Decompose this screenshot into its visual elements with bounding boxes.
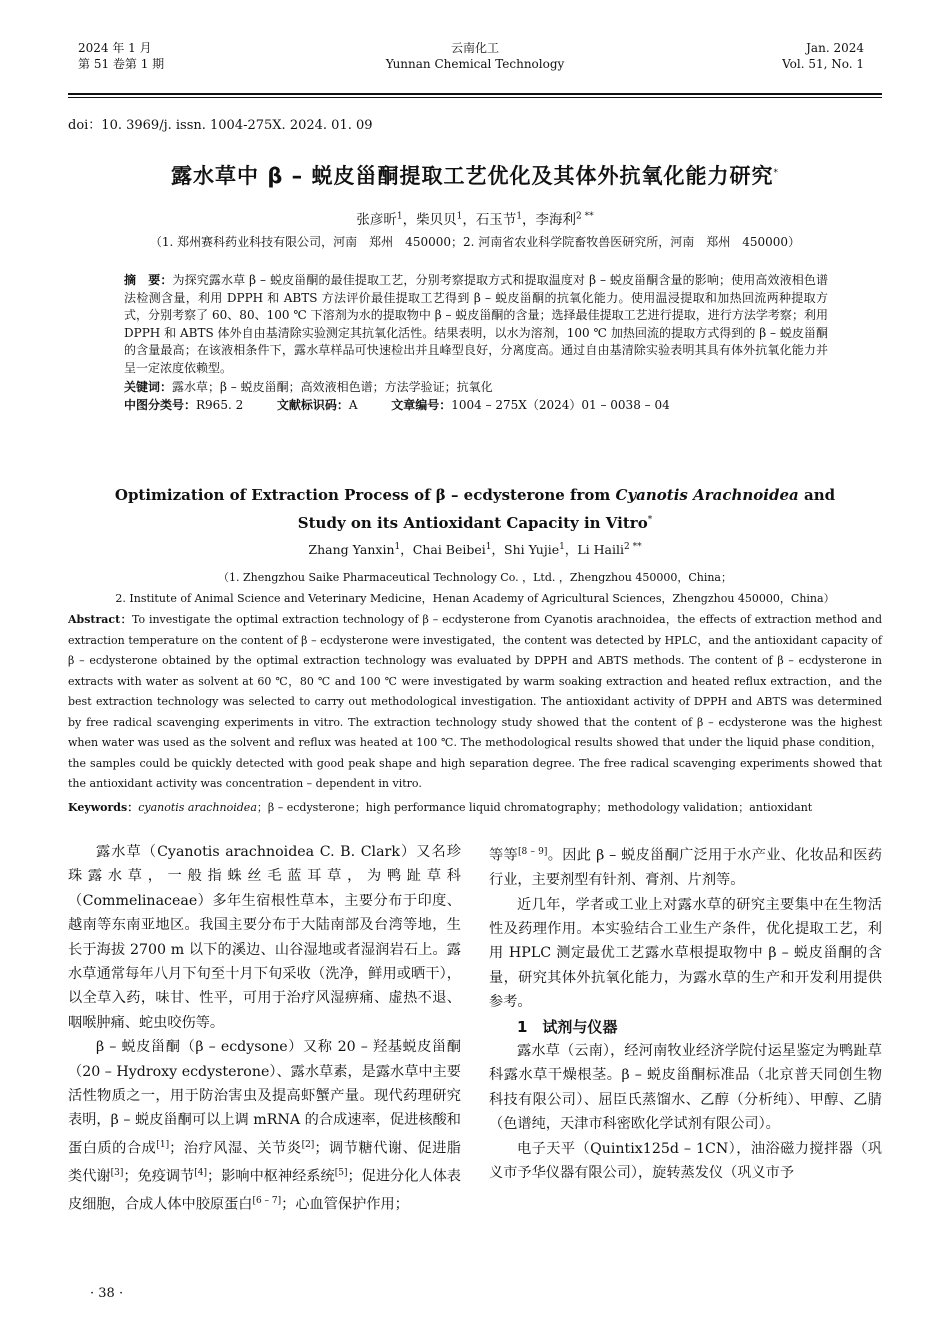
- text-run: ；影响中枢神经系统: [207, 1168, 335, 1185]
- doi: doi：10. 3969/j. issn. 1004-275X. 2024. 01. 09: [68, 118, 373, 133]
- authors-en: [0, 540, 950, 558]
- author-2-affil: 1: [456, 211, 463, 222]
- title-cn-star: *: [773, 168, 779, 178]
- keywords-en-species: cyanotis arachnoidea: [138, 801, 257, 814]
- keywords-cn-text: 露水草；β – 蜕皮甾酮；高效液相色谱；方法学验证；抗氧化: [172, 380, 493, 394]
- text-run: ；促进分化人体表皮细胞，合成人体中胶原蛋白: [68, 1168, 461, 1213]
- author-3: 石玉节: [475, 212, 517, 228]
- author-en-3-affil: 1: [559, 541, 565, 552]
- header-date-en: Jan. 2024: [806, 41, 864, 55]
- body-paragraph: 露水草（Cyanotis arachnoidea C. B. Clark）又名珍珠露水草，一般指蛛丝毛蓝耳草，为鸭趾草科（Commelinaceae）多年生宿根性草本，主要分布于印度、越南等东南亚地区。我国主要分布于大陆南部及台湾等地，生长于海拔 2700 m 以下的溪边、山谷湿地或者湿润岩石上。露水草通常每年八月下旬至十月下旬采收（洗净，鲜用或晒干），以全草入药，味甘、性平，可用于治疗风湿痹痛、虚热不退、咽喉肿痛、蛇虫咬伤等。: [68, 844, 461, 1031]
- author-sep: ，: [522, 212, 536, 228]
- citation: [8 – 9]: [518, 847, 548, 857]
- author-en-4-affil: 2 **: [624, 541, 642, 552]
- body-paragraph: 近几年，学者或工业上对露水草的研究主要集中在生物活性及药理作用。本实验结合工业生产条件，优化提取工艺，利用 HPLC 测定最优工艺露水草根提取物中 β – 蜕皮甾酮的含量，研究其体外抗氧化能力，为露水草的生产和开发利用提供参考。: [489, 896, 882, 1011]
- page-title-en: [100, 483, 850, 536]
- section-heading: 1 试剂与仪器: [517, 1017, 618, 1036]
- citation: [6 – 7]: [252, 1196, 282, 1207]
- journal-name-cn: 云南化工: [450, 41, 499, 55]
- text-run: ；免疫调节: [123, 1168, 195, 1185]
- header-date: 2024 年 1 月: [78, 41, 152, 55]
- citation: [1]: [156, 1139, 170, 1150]
- abstract-cn-label: 摘 要：: [124, 273, 173, 287]
- author-en-4: Li Haili: [577, 542, 624, 557]
- author-en-1-affil: 1: [394, 541, 401, 552]
- citation: [3]: [110, 1168, 124, 1179]
- keywords-cn-label: 关键词：: [124, 380, 173, 394]
- abstract-en: [68, 610, 882, 795]
- title-en-part2: and Study on its Antioxidant Capacity in Vitro: [297, 486, 836, 532]
- abstract-cn-text: 为探究露水草 β – 蜕皮甾酮的最佳提取工艺，分别考察提取方式和提取温度对 β – 蜕皮甾酮含量的影响；使用高效液相色谱法检测含量，利用 DPPH 和 ABTS 方法评价最佳提取工艺得到 β – 蜕皮甾酮的抗氧化能力。使用温浸提取和加热回流两种提取方式，分别考察了 60、80、100 ℃ 下溶剂为水的提取物中 β – 蜕皮甾酮的含量；选择最佳提取工艺进行提取，进行方法学考察；利用 DPPH 和 ABTS 体外自由基清除实验测定其抗氧化活性。结果表明，以水为溶剂，100 ℃ 加热回流的提取方式得到的 β – 蜕皮甾酮的含量最高；在该液相条件下，露水草样品可快速检出并且峰型良好，分离度高。通过自由基清除实验表明其具有体外抗氧化能力并呈一定浓度依赖型。: [124, 273, 828, 375]
- author-en-2-affil: 1: [485, 541, 492, 552]
- article-no-value: 1004 – 275X（2024）01 – 0038 – 04: [451, 397, 670, 412]
- text-run: 。因此 β – 蜕皮甾酮广泛用于水产业、化妆品和医药行业，主要剂型有针剂、膏剂、片剂等。: [489, 847, 882, 889]
- author-1-affil: 1: [396, 211, 403, 222]
- journal-name-en: Yunnan Chemical Technology: [385, 57, 565, 71]
- clc-label: 中图分类号：: [124, 397, 197, 412]
- header-volume-en: Vol. 51, No. 1: [782, 57, 864, 71]
- text-run: 等等: [489, 847, 519, 864]
- title-en-part1: Optimization of Extraction Process of β – ecdysterone from: [114, 486, 616, 504]
- author-1: 张彦昕: [356, 212, 397, 228]
- citation: [5]: [334, 1168, 348, 1179]
- doc-code-label: 文献标识码：: [276, 397, 349, 412]
- text-run: β – 蜕皮甾酮（β – ecdysone）又称 20 – 羟基蜕皮甾酮（20 – Hydroxy ecdysterone）、露水草素，是露水草中主要活性物质之一，用于防治害虫及提高虾蟹产量。现代药理研究表明，β – 蜕皮甾酮可以上调 mRNA 的合成速率，促进核酸和蛋白质的合成: [68, 1039, 461, 1157]
- affiliation-en-2: 2. Institute of Animal Science and Veterinary Medicine，Henan Academy of Agricultural Sciences，Zhengzhou 450000，China）: [115, 592, 835, 605]
- author-sep: ，: [402, 212, 417, 228]
- keywords-en-rest: ；β – ecdysterone；high performance liquid chromatography；methodology validation；antioxidant: [256, 801, 813, 814]
- classification-line: [124, 397, 828, 415]
- clc-value: R965. 2: [196, 397, 244, 412]
- author-2: 柴贝贝: [416, 212, 457, 228]
- author-sep: ，: [400, 542, 413, 557]
- author-sep: ，: [462, 212, 476, 228]
- affiliation-cn: （1. 郑州赛科药业科技有限公司，河南 郑州 450000；2. 河南省农业科学院畜牧兽医研究所，河南 郑州 450000）: [149, 235, 801, 249]
- page-number: · 38 ·: [90, 1286, 124, 1301]
- page-title-cn: [0, 160, 950, 190]
- authors-cn: [0, 208, 950, 228]
- keywords-en-label: Keywords：: [68, 801, 139, 814]
- citation: [2]: [301, 1139, 315, 1150]
- body-paragraph: 电子天平（Quintix125d – 1CN），油浴磁力搅拌器（巩义市予华仪器有限公司），旋转蒸发仪（巩义市予: [489, 1140, 882, 1182]
- body-paragraph: [489, 840, 882, 893]
- header-rule-thick: [68, 93, 882, 95]
- body-paragraph: 露水草（云南），经河南牧业经济学院付运星鉴定为鸭趾草科露水草干燥根茎。β – 蜕皮甾酮标准品（北京普天同创生物科技有限公司）、屈臣氏蒸馏水、乙醇（分析纯）、甲醇、乙腈（色谱纯，天津市科密欧化学试剂有限公司）。: [489, 1042, 882, 1133]
- header-volume: 第 51 卷第 1 期: [78, 57, 165, 71]
- title-en-star: *: [647, 515, 653, 525]
- text-run: ；治疗风湿、关节炎: [169, 1140, 302, 1157]
- citation: [4]: [194, 1168, 208, 1179]
- keywords-en: [68, 799, 882, 815]
- author-sep: ，: [564, 542, 578, 557]
- keywords-cn: [124, 379, 828, 397]
- abstract-cn-block: [124, 272, 828, 414]
- author-en-1: Zhang Yanxin: [308, 542, 395, 557]
- author-sep: ，: [491, 542, 505, 557]
- header-rule-thin: [68, 97, 882, 98]
- abstract-cn: [124, 272, 828, 377]
- body-paragraph: [68, 1035, 461, 1217]
- author-4: 李海利: [535, 212, 577, 228]
- title-en-species: Cyanotis Arachnoidea: [615, 486, 799, 504]
- text-run: ；调节糖代谢、促进脂类代谢: [68, 1140, 461, 1185]
- body-column-right: [489, 840, 882, 1185]
- author-3-affil: 1: [516, 211, 523, 222]
- author-4-affil: 2 **: [576, 211, 594, 222]
- doc-code-value: A: [348, 397, 358, 412]
- header-right: [782, 40, 864, 72]
- author-en-3: Shi Yujie: [504, 542, 560, 557]
- affiliation-en-1: （1. Zhengzhou Saike Pharmaceutical Technology Co. ，Ltd. ，Zhengzhou 450000，China；: [218, 571, 732, 584]
- author-en-2: Chai Beibei: [412, 542, 486, 557]
- abstract-en-text: To investigate the optimal extraction technology of β – ecdysterone from Cyanotis arachnoidea，the effects of extraction method and extraction temperature on the content of β – ecdysterone were investigated，the content was detected by HPLC，and the antioxidant capacity of β – ecdysterone obtained by the optimal extraction technology was evaluated by DPPH and ABTS methods. The content of β – ecdysterone in extracts with water as solvent at 60 ℃，80 ℃ and 100 ℃ were investigated by warm soaking extraction and heated reflux extraction，and the best extraction technology was selected to carry out methodological investigation. The antioxidant activity of DPPH and ABTS was determined by free radical scavenging experiments in vitro. The extraction technology study showed that the content of β – ecdysterone was the highest when water was used as the solvent and reflux was heated at 100 ℃. The methodological results showed that under the liquid phase condition，the samples could be quickly detected with good peak shape and high separation degree. The free radical scavenging experiments showed that the antioxidant activity was concentration – dependent in vitro.: [68, 613, 883, 790]
- article-no-label: 文章编号：: [391, 397, 452, 412]
- abstract-en-label: Abstract：: [68, 613, 132, 626]
- text-run: ；心血管保护作用；: [281, 1196, 409, 1213]
- body-column-left: [68, 840, 461, 1217]
- title-cn-text: 露水草中 β – 蜕皮甾酮提取工艺优化及其体外抗氧化能力研究: [171, 164, 774, 188]
